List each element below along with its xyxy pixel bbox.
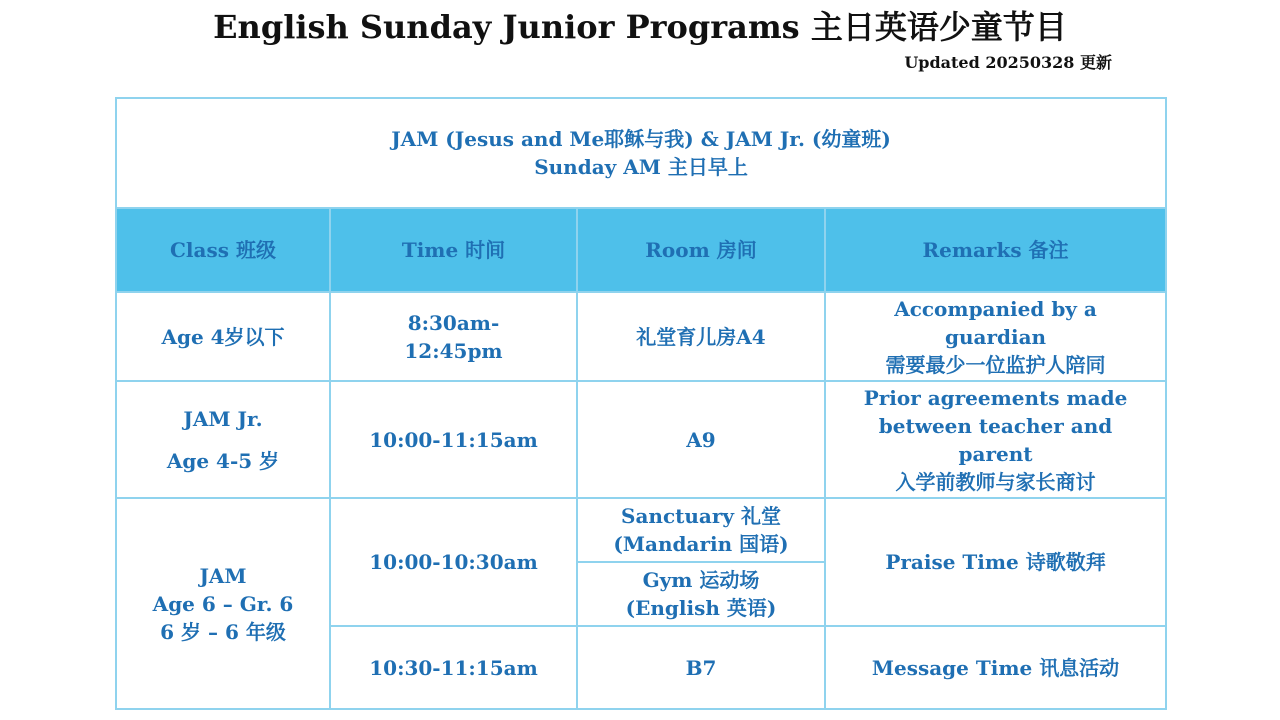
- class-label: Age 6 – Gr. 6: [152, 591, 294, 616]
- room-label: 礼堂育儿房A4: [636, 324, 766, 349]
- time-label: 10:00-11:15am: [369, 427, 538, 452]
- remarks-cell: [825, 498, 1166, 626]
- column-header-remarks: Remarks 备注: [825, 208, 1166, 292]
- class-label: 6 岁 – 6 年级: [160, 619, 286, 644]
- program-table: [115, 97, 1167, 710]
- table-banner: [116, 98, 1166, 208]
- class-cell: [116, 498, 330, 709]
- column-header-room: Room 房间: [577, 208, 825, 292]
- banner-session: Sunday AM 主日早上: [534, 155, 748, 179]
- column-header-row: [116, 208, 1166, 292]
- remarks-label: between teacher and: [878, 413, 1113, 438]
- room-label: (Mandarin 国语): [613, 532, 789, 556]
- remarks-label: Accompanied by a: [894, 296, 1097, 321]
- column-header-time: Time 时间: [330, 208, 577, 292]
- remarks-label: Message Time 讯息活动: [871, 655, 1120, 680]
- room-label: B7: [685, 655, 717, 680]
- room-label: A9: [686, 427, 716, 452]
- room-cell: [577, 562, 825, 626]
- table-row: [116, 381, 1166, 498]
- table-row: [116, 292, 1166, 381]
- table-row: [116, 498, 1166, 562]
- room-label: Sanctuary 礼堂: [621, 504, 781, 528]
- time-cell: [330, 292, 577, 381]
- room-cell: [577, 498, 825, 562]
- time-label: 10:30-11:15am: [369, 655, 538, 680]
- time-label: 8:30am-: [407, 310, 500, 335]
- time-cell: [330, 498, 577, 626]
- room-label: (English 英语): [625, 596, 777, 620]
- class-label: JAM Jr.: [183, 406, 263, 431]
- time-cell: [330, 626, 577, 709]
- banner-program-name: JAM (Jesus and Me耶稣与我) & JAM Jr. (幼童班): [391, 127, 891, 151]
- remarks-label: Prior agreements made: [863, 385, 1128, 410]
- remarks-label: guardian: [944, 324, 1047, 349]
- class-label: JAM: [199, 563, 247, 588]
- room-cell: [577, 626, 825, 709]
- room-cell: [577, 292, 825, 381]
- time-cell: [330, 381, 577, 498]
- column-header-class: Class 班级: [116, 208, 330, 292]
- page-title: English Sunday Junior Programs 主日英语少童节目: [213, 8, 1067, 46]
- remarks-cell: [825, 381, 1166, 498]
- class-label: Age 4-5 岁: [166, 448, 280, 473]
- room-cell: [577, 381, 825, 498]
- updated-date: Updated 20250328 更新: [904, 53, 1112, 72]
- remarks-cell: [825, 292, 1166, 381]
- remarks-label: 需要最少一位监护人陪同: [885, 352, 1106, 377]
- remarks-label: Praise Time 诗歌敬拜: [885, 550, 1106, 574]
- remarks-label: 入学前教师与家长商讨: [895, 469, 1096, 494]
- remarks-label: parent: [958, 441, 1033, 466]
- room-label: Gym 运动场: [642, 568, 760, 592]
- remarks-cell: [825, 626, 1166, 709]
- time-label: 12:45pm: [404, 338, 503, 363]
- class-label: Age 4岁以下: [161, 324, 285, 349]
- time-label: 10:00-10:30am: [369, 550, 538, 574]
- table-banner-row: [116, 98, 1166, 208]
- class-cell: [116, 381, 330, 498]
- class-cell: [116, 292, 330, 381]
